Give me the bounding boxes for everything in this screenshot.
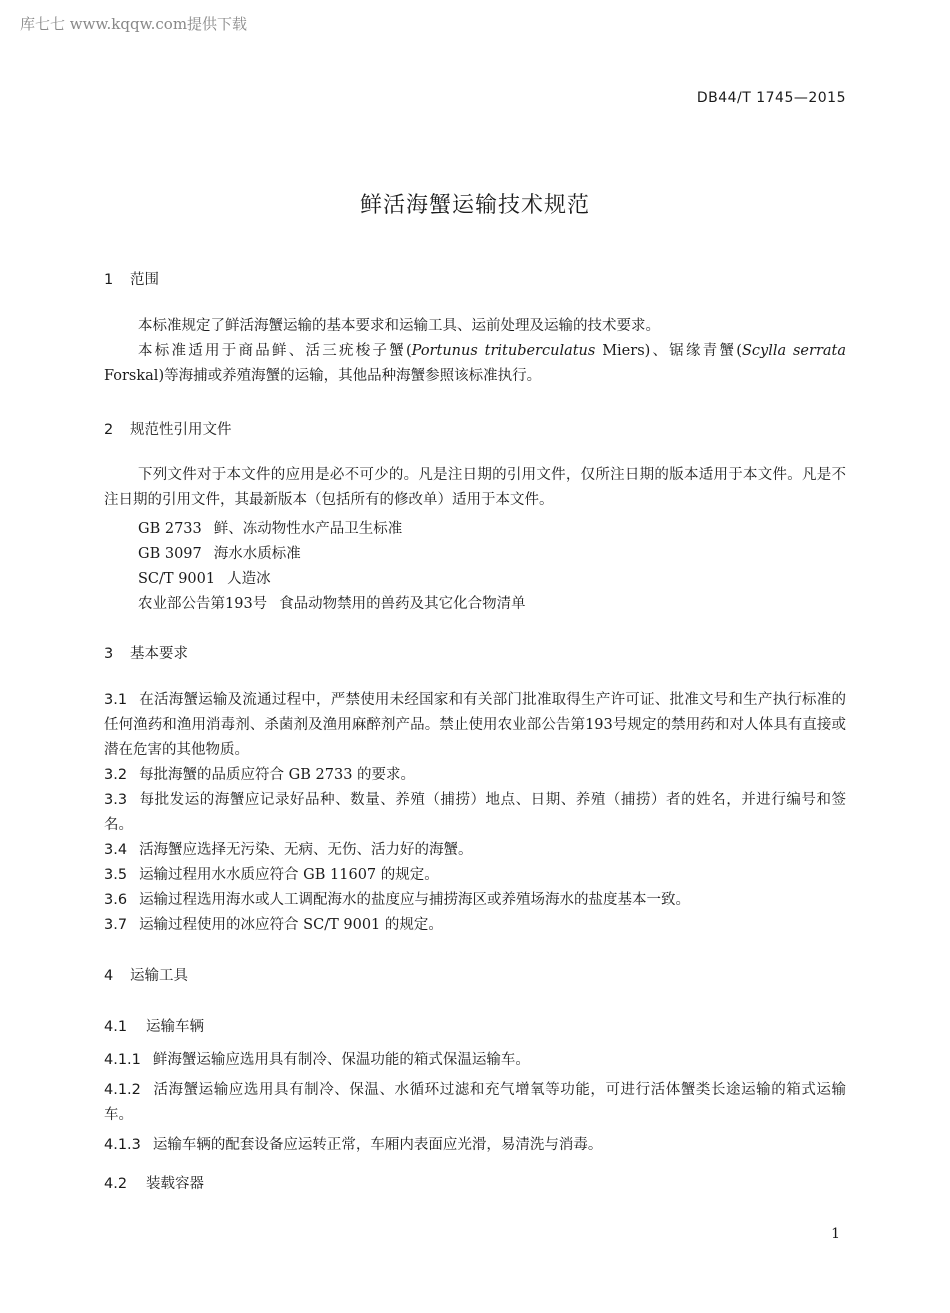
section-1-heading [104, 268, 159, 289]
clause-text: 每批海蟹的品质应符合 GB 2733 的要求。 [139, 767, 416, 783]
section-title: 规范性引用文件 [130, 422, 232, 438]
text-run: Miers)、锯缘青蟹( [595, 343, 742, 359]
document-id: DB44/T 1745—2015 [696, 90, 846, 106]
reference-code: GB 2733 [138, 521, 202, 537]
clause-text: 运输过程用水水质应符合 GB 11607 的规定。 [139, 867, 439, 883]
clause-3-6 [104, 888, 846, 913]
clause-3-1 [104, 688, 846, 763]
section-3-heading [104, 642, 188, 663]
clause-text: 活海蟹应选择无污染、无病、无伤、活力好的海蟹。 [139, 842, 473, 858]
clause-number: 4.1.1 [104, 1052, 141, 1068]
section-number: 3 [104, 646, 114, 662]
clause-text: 运输车辆的配套设备应运转正常，车厢内表面应光滑，易清洗与消毒。 [152, 1137, 603, 1153]
species-name-2: Scylla serrata [741, 343, 846, 359]
section-4-heading [104, 964, 188, 985]
clause-number: 3.3 [104, 792, 128, 808]
clause-3-7 [104, 913, 846, 938]
reference-name: 人造冰 [227, 571, 271, 587]
scope-paragraph-2 [104, 339, 846, 389]
clause-text: 运输过程选用海水或人工调配海水的盐度应与捕捞海区或养殖场海水的盐度基本一致。 [139, 892, 691, 908]
subsection-title: 运输车辆 [146, 1019, 204, 1035]
clause-number: 3.2 [104, 767, 128, 783]
clause-text: 每批发运的海蟹应记录好品种、数量、养殖（捕捞）地点、日期、养殖（捕捞）者的姓名，并进行编号和签名。 [104, 792, 846, 833]
clause-number: 3.5 [104, 867, 128, 883]
clause-number: 4.1.3 [104, 1137, 141, 1153]
section-number: 2 [104, 422, 114, 438]
reference-item [138, 542, 301, 563]
section-title: 基本要求 [130, 646, 188, 662]
text-run: 本标准适用于商品鲜、活三疣梭子蟹( [138, 343, 412, 359]
reference-code: GB 3097 [138, 546, 202, 562]
reference-name: 食品动物禁用的兽药及其它化合物清单 [279, 596, 526, 612]
clause-3-2 [104, 763, 846, 788]
section-title: 运输工具 [130, 968, 188, 984]
species-name-1: Portunus trituberculatus [411, 343, 596, 359]
reference-item [138, 567, 271, 588]
reference-code: SC/T 9001 [138, 571, 216, 587]
watermark: 库七七 www.kqqw.com提供下载 [20, 15, 248, 33]
reference-code: 农业部公告第193号 [138, 596, 268, 612]
clause-text: 运输过程使用的冰应符合 SC/T 9001 的规定。 [139, 917, 443, 933]
clause-4-1-3 [104, 1133, 846, 1158]
clause-number: 3.6 [104, 892, 128, 908]
reference-name: 海水水质标准 [213, 546, 301, 562]
clause-number: 3.1 [104, 692, 128, 708]
subsection-number: 4.2 [104, 1176, 128, 1192]
references-intro: 下列文件对于本文件的应用是必不可少的。凡是注日期的引用文件，仅所注日期的版本适用于本文件。凡是不注日期的引用文件，其最新版本（包括所有的修改单）适用于本文件。 [104, 467, 846, 508]
reference-item [138, 517, 402, 538]
clause-text: 在活海蟹运输及流通过程中，严禁使用未经国家和有关部门批准取得生产许可证、批准文号和生产执行标准的任何渔药和渔用消毒剂、杀菌剂及渔用麻醉剂产品。禁止使用农业部公告第193号规定的禁用药和对人体具有直接或潜在危害的其他物质。 [104, 692, 846, 758]
section-number: 1 [104, 272, 114, 288]
text-run: Forskal)等海捕或养殖海蟹的运输，其他品种海蟹参照该标准执行。 [104, 368, 542, 384]
page-title: 鲜活海蟹运输技术规范 [359, 193, 590, 218]
clause-number: 4.1.2 [104, 1082, 141, 1098]
section-number: 4 [104, 968, 114, 984]
reference-name: 鲜、冻动物性水产品卫生标准 [213, 521, 403, 537]
clause-text: 鲜海蟹运输应选用具有制冷、保温功能的箱式保温运输车。 [152, 1052, 530, 1068]
subsection-title: 装载容器 [146, 1176, 204, 1192]
clause-number: 3.4 [104, 842, 128, 858]
clause-number: 3.7 [104, 917, 128, 933]
clause-text: 活海蟹运输应选用具有制冷、保温、水循环过滤和充气增氧等功能，可进行活体蟹类长途运输的箱式运输车。 [104, 1082, 846, 1123]
page-number: 1 [831, 1226, 840, 1242]
scope-paragraph-1: 本标准规定了鲜活海蟹运输的基本要求和运输工具、运前处理及运输的技术要求。 [138, 318, 660, 334]
clause-4-1-2 [104, 1078, 846, 1128]
section-title: 范围 [130, 272, 159, 288]
clause-3-4 [104, 838, 846, 863]
clause-3-3 [104, 788, 846, 838]
clause-3-5 [104, 863, 846, 888]
subsection-4-2-heading [104, 1172, 204, 1193]
section-2-heading [104, 418, 232, 439]
subsection-4-1-heading [104, 1015, 204, 1036]
reference-item [138, 592, 526, 613]
subsection-number: 4.1 [104, 1019, 128, 1035]
clause-4-1-1 [104, 1048, 846, 1073]
